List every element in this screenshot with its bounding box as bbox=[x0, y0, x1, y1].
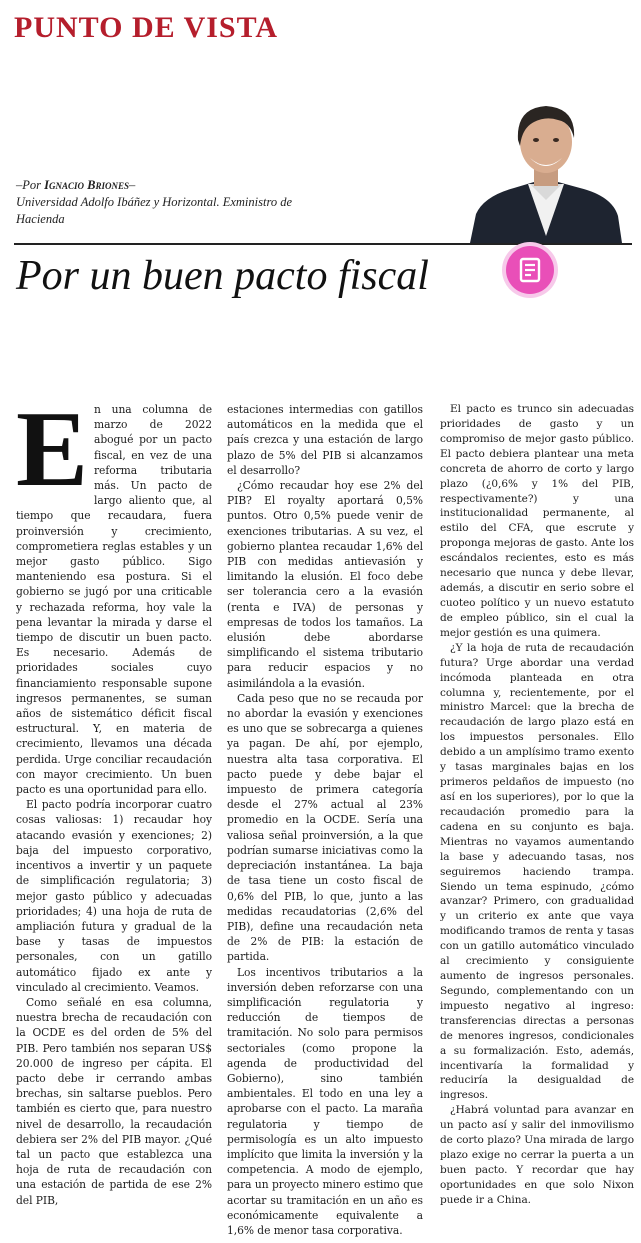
drop-cap: E bbox=[16, 390, 88, 509]
paragraph: estaciones intermedias con gatillos automáticos en la medida que el país crezca y una estación de largo plazo de 5% del PIB si alcanzamos el desarrollo? bbox=[227, 403, 423, 477]
author-name: Ignacio Briones bbox=[44, 178, 129, 192]
author-affiliation: Universidad Adolfo Ibáñez y Horizontal. Exministro de Hacienda bbox=[16, 195, 293, 226]
header-rule bbox=[14, 243, 632, 245]
byline bbox=[16, 177, 296, 228]
paragraph: ¿Habrá voluntad para avanzar en un pacto así y salir del inmovilismo de corto plazo? Una mirada de largo plazo exige no cerrar la puerta a un buen pacto. Y recordar que hay oportunidades en que solo Nixon puede ir a China. bbox=[440, 1104, 634, 1206]
paragraph: Los incentivos tributarios a la inversión deben reforzarse con una simplificación regulatoria y reducción de tiempos de tramitación. No solo para permisos sectoriales (como propone la agenda de productividad del Gobierno), sino también ambientales. El todo en una ley a aprobarse con el pacto. La maraña regulatoria y tiempo de permisología es un alto impuesto implícito que limita la inversión y la competencia. A modo de ejemplo, para un proyecto minero estimo que acortar su tramitación en un año es económicamente equivalente a 1,6% de menor tasa corporativa. bbox=[227, 965, 423, 1237]
article-column-2 bbox=[227, 402, 423, 1238]
paragraph: ¿Cómo recaudar hoy ese 2% del PIB? El royalty aportará 0,5% puntos. Otro 0,5% puede venir de exenciones tributarias. A su vez, el gobierno plantea recaudar 1,6% del PIB con medidas antievasión y limitando la elusión. El foco debe ser tolerancia cero a la evasión (renta e IVA) de personas y empresas de todos los tamaños. La elusión debe abordarse simplificando el sistema tributario para reducir espacios y no asimilándola a la evasión. bbox=[227, 479, 423, 690]
paragraph: El pacto es trunco sin adecuadas prioridades de gasto y un compromiso de mejor gasto público. El pacto debiera plantear una meta concreta de ahorro de corto y largo plazo (¿0,6% y 1% del PIB, respectivamente?) y una institucionalidad permanente, al estilo del CFA, que escrute y proponga mejoras de gasto. Ante los escándalos recientes, esto es más necesario que nunca y debe llevar, además, a discutir en serio sobre el cuoteo político y un nuevo estatuto de empleo público, sin el cual la mejor gestión es una quimera. bbox=[440, 403, 634, 639]
article-column-3 bbox=[440, 402, 634, 1208]
paragraph: El pacto podría incorporar cuatro cosas valiosas: 1) recaudar hoy atacando evasión y exenciones; 2) baja del impuesto corporativo, incentivos a invertir y un paquete de simplificación regulatoria; 3) mejor gasto público y adecuadas prioridades; 4) una hoja de ruta de ampliación futura y gradual de la base y tasas de impuestos personales, con un gatillo automático fijado ex ante y vinculado al crecimiento. Veamos. bbox=[16, 798, 212, 994]
article-icon bbox=[518, 257, 542, 283]
byline-author-line: –Por Ignacio Briones– bbox=[16, 178, 136, 192]
paragraph: n una columna de marzo de 2022 abogué por un pacto fiscal, en vez de una reforma tributaria más. Un pacto de largo aliento que, al tiempo que recaudara, fuera proinversión y crecimiento, comprometiera reglas estables y un mejor gasto público. Sigo manteniendo esa postura. Si el gobierno se jugó por una criticable y rechazada reforma, hoy vale la pena levantar la mirada y darse el tiempo de discutir un buen pacto. Es necesario. Además de prioridades sociales cuyo financiamiento responsable supone ingresos permanentes, se suman años de sistemático déficit fiscal estructural. Y, en materia de crecimiento, llevamos una década perdida. Urge conciliar recaudación con mayor crecimiento. Un buen pacto es una oportunidad para ello. bbox=[16, 403, 212, 797]
section-title: PUNTO DE VISTA bbox=[14, 11, 279, 44]
paragraph: ¿Y la hoja de ruta de recaudación futura? Urge abordar una verdad incómoda planteada en otra columna y, recientemente, por el ministro Marcel: que la brecha de recaudación de largo plazo está en los impuestos personales. Ello debido a un amplísimo tramo exento y tasas marginales bajas en los primeros peldaños de impuesto (no así en los superiores), por lo que la recaudación promedio para la cadena en su conjunto es baja. Mientras no vayamos aumentando la base y adecuando tasas, nos seguiremos haciendo trampa. Siendo un tema espinudo, ¿cómo avanzar? Primero, con gradualidad y un criterio ex ante que vaya modificando tramos de renta y tasas con un gatillo automático vinculado al crecimiento y consiguiente aumento de ingresos personales. Segundo, complementando con un impuesto negativo al ingreso: transferencias directas a personas de menores ingresos, condicionales a su formalización. Esto, además, incentivaría la formalidad y reduciría la desigualdad de ingresos. bbox=[440, 641, 634, 1102]
article-column-1 bbox=[16, 390, 212, 1208]
paragraph: Cada peso que no se recauda por no abordar la evasión y exenciones es uno que se sobrecarga a quienes ya pagan. De ahí, por ejemplo, nuestra alta tasa corporativa. El pacto puede y debe bajar el impuesto de primera categoría desde el 27% actual al 23% promedio en la OCDE. Sería una valiosa señal proinversión, a la que podrían sumarse iniciativas como la depreciación instantánea. La baja de tasa tiene un costo fiscal de 0,6% del PIB, lo que, junto a las medidas recaudatorias (2,6% del PIB), define una recaudación neta de 2% de PIB: la estación de partida. bbox=[227, 691, 423, 964]
paragraph: Como señalé en esa columna, nuestra brecha de recaudación con la OCDE es del orden de 5% del PIB. Pero también nos separan US$ 20.000 de ingreso per cápita. El pacto debe ir cerrando ambas brechas, sin saltarse pueblos. Pero también es cierto que, para nuestro nivel de desarrollo, la recaudación debiera ser 2% del PIB mayor. ¿Qué tal un pacto que establezca una hoja de ruta de recaudación con una estación de partida de ese 2% del PIB, bbox=[16, 995, 212, 1207]
article-button[interactable] bbox=[506, 246, 554, 294]
author-photo bbox=[466, 96, 626, 243]
headline: Por un buen pacto fiscal bbox=[16, 253, 429, 299]
